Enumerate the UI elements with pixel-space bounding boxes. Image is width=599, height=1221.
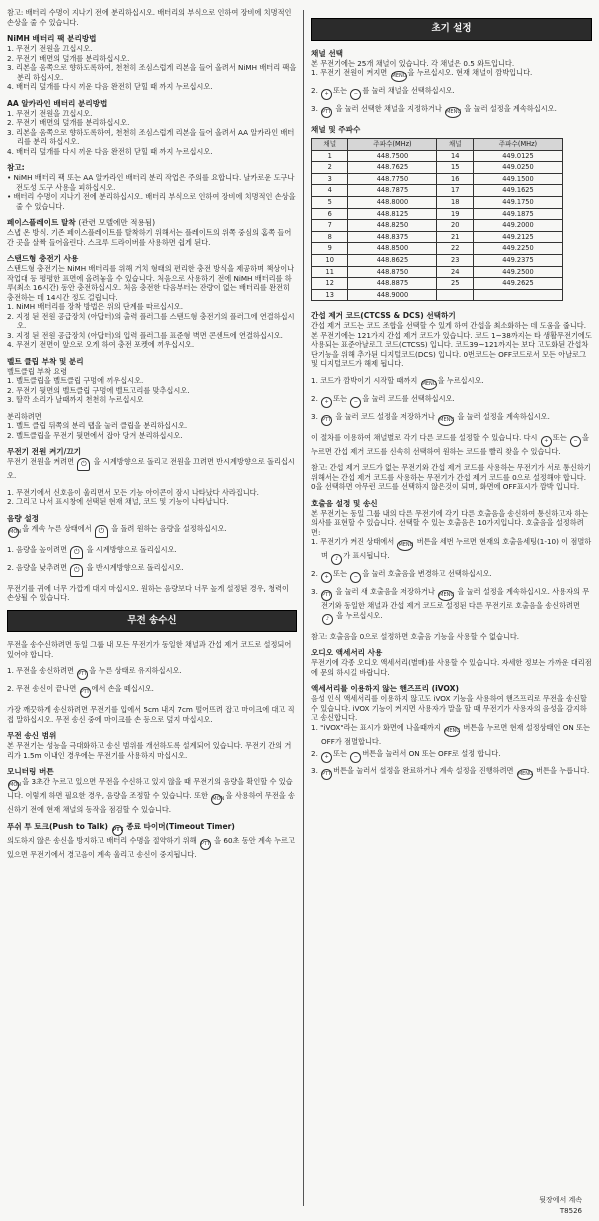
table-row: [312, 231, 563, 243]
table-cell: 12: [312, 278, 348, 290]
column-header: 채널: [437, 139, 473, 151]
list-item: 2. 무전기 배면의 덮개를 분리하십시오.: [7, 118, 130, 128]
list-item: 3. 지정 된 전원 공급장치 (아답터)의 입력 플러그를 표준형 벽면 콘센트에 연결하십시오.: [7, 330, 283, 340]
list-item: 2. 지정 된 전원 공급장치 (아답터)의 출력 플러그를 스탠드형 충전기의 플러그에 연결하십시오.: [7, 311, 295, 331]
list-item: 2. + 또는 − 을 눌러 코드를 선택하십시오.: [311, 394, 592, 408]
list-item: 2. 무전기 뒷면의 벨트클립 구멍에 벨트고리를 맞추십시오.: [7, 385, 190, 395]
table-cell: 449.2250: [473, 243, 562, 255]
table-row: [312, 255, 563, 267]
power-heading: 무전기 전원 켜기/끄기: [7, 447, 82, 457]
faceplate-body: 스냅 온 방식. 기존 페이스플레이트를 탈착하기 위해서는 플레이트의 위쪽 중심의 홈쪽 들어간 곳을 살짝 들어올린다. 스크루 드라이버를 사용하면 쉽게 된다.: [7, 228, 292, 247]
menu-button-icon: MENU: [397, 540, 413, 551]
list-item: 2. 무전 송신이 끝나면 PTT 에서 손을 떼십시오.: [7, 684, 297, 698]
ctcss-note: 참고: 간섭 제거 코드가 없는 무전기와 간섭 제거 코드를 사용하는 무전기가 서로 통신하기 위해서는 간섭 제거 코드를 사용하는 무전기가 간섭 제거 코드를 0으로 설정해야 합니다. 0을 선택하면 아무런 코드를 선택하지 않은것이 되며, 화면에 OFF표시가 깜박 입니다.: [311, 463, 591, 492]
table-cell: 448.8125: [348, 208, 437, 220]
list-item: • NiMH 배터리 팩 또는 AA 알카라인 배터리 분리 작업은 주의를 요합니다. 날카로운 도구나 전도성 도구 사용을 피하십시오.: [7, 173, 295, 192]
battery-note: 참고: 배터리 수명이 지나기 전에 분리하십시오. 배터리의 부식으로 인하여 장비에 치명적인 손상을 줄 수 있습니다.: [7, 8, 292, 27]
table-cell: 448.8000: [348, 197, 437, 209]
table-header-row: [312, 139, 563, 151]
power-volume-knob-icon: ⏻: [77, 458, 90, 471]
minus-button-icon: −: [350, 752, 361, 763]
ptt-button-icon: PTT: [200, 839, 211, 850]
channel-steps: [311, 68, 592, 118]
table-cell: 3: [312, 173, 348, 185]
menu-button-icon: MENU: [421, 379, 437, 390]
list-item: 2. 벨트클립을 무전기 뒷면에서 잡아 당겨 분리하십시오.: [7, 430, 183, 440]
table-cell: 19: [437, 208, 473, 220]
list-item: 4. 무전기 전면이 앞으로 오게 하여 충전 포켓에 끼우십시오.: [7, 340, 195, 350]
aa-steps: [7, 109, 297, 157]
faceplate-heading: 페이스플레이트 탈착 (관련 모델에만 적용됨): [7, 218, 156, 228]
range-heading: 무전 송신 범위: [7, 731, 57, 741]
plus-button-icon: +: [321, 89, 332, 100]
table-row: [312, 185, 563, 197]
table-cell: [473, 289, 562, 301]
stand-body: 스탠드형 충전기는 NiMH 배터리를 위해 거치 형태의 편리한 충전 방식을 제공하며 책상이나 작업대 등 평평한 표면에 올려놓을 수 있습니다. 처음으로 사용하기 전에 NiMH 배터리를 하루(최소 16시간) 동안 충전하십시오. 처음 충전한 다음부터는 잔량이 없는 배터리를 완전히 충전하는 데 14시간 정도 걸립니다.: [7, 264, 295, 302]
call-steps: [311, 537, 592, 625]
table-cell: 449.1875: [473, 208, 562, 220]
minus-button-icon: −: [350, 572, 361, 583]
table-cell: 17: [437, 185, 473, 197]
table-row: [312, 197, 563, 209]
monitor-button-icon: MON: [211, 794, 222, 805]
table-cell: 8: [312, 231, 348, 243]
document-code: T8526: [559, 1206, 582, 1215]
list-item: 1. 무전기 전원이 켜지면 MENU을 누르십시오. 현재 채널이 깜박입니다.: [311, 68, 592, 82]
volume-knob-icon: ⏻: [70, 564, 83, 577]
list-item: 3. PTT 을 눌러 새 호출음을 저장하거나 MENU 을 눌러 설정을 계속하십시오. 사용자의 무전기와 동일한 채널과 간섭 제거 코드로 설정된 다른 무전기로 호출음을 송신하려면 ♪ 을 누르십시오.: [311, 587, 592, 625]
table-cell: 10: [312, 255, 348, 267]
range-body: 본 무전기는 성능을 극대화하고 송신 범위를 개선하도록 설계되어 있습니다. 무전기 간의 거리가 1.5m 이내인 경우에는 무전기를 사용하지 마십시오.: [7, 741, 292, 760]
continued-note: 뒷장에서 계속: [539, 1195, 582, 1204]
table-cell: 9: [312, 243, 348, 255]
list-item: 1. 코드가 깜박이기 시작할 때까지 MENU을 누르십시오.: [311, 376, 592, 390]
list-item: 1. 벨트 클립 뒤쪽의 분리 탭을 눌러 클립을 분리하십시오.: [7, 421, 188, 431]
list-item: 2. + 또는 − 을 눌러 호출음을 변경하고 선택하십시오.: [311, 569, 592, 583]
table-cell: 1: [312, 150, 348, 162]
ivox-steps: [311, 723, 592, 781]
list-item: 4. 배터리 덮개를 다시 끼운 다음 완전히 닫힐 때 까지 누르십시오.: [7, 146, 213, 156]
power-steps: [7, 488, 297, 507]
menu-button-icon: MENU: [391, 71, 407, 82]
table-cell: 4: [312, 185, 348, 197]
volume-knob-icon: ⏻: [70, 546, 83, 559]
ptt-button-icon: PTT: [321, 769, 332, 780]
table-cell: 449.1750: [473, 197, 562, 209]
menu-button-icon: MENU: [438, 590, 454, 601]
list-item: 3. 리본을 옴쪽으로 향하도록하여, 천천히 조심스럽게 리본을 들어 올려서 NiMH 배터리 팩을 분리 하십시오.: [7, 63, 297, 82]
volume-heading: 음량 설정: [7, 513, 39, 523]
list-item: 3. 리본을 옴쪽으로 향하도록하여, 천천히 조심스럽게 리본을 들어 올려서 AA 알카라인 배터리를 분리 하십시오.: [7, 127, 295, 147]
table-cell: 448.8750: [348, 266, 437, 278]
section-banner-transmit: 무전 송수신: [7, 610, 297, 633]
nimh-steps: [7, 44, 297, 92]
table-cell: 20: [437, 220, 473, 232]
table-cell: 15: [437, 162, 473, 174]
table-cell: 448.9000: [348, 289, 437, 301]
plus-button-icon: +: [541, 436, 552, 447]
table-cell: 449.2125: [473, 231, 562, 243]
list-item: 1. 무전기 전원을 끄십시오.: [7, 44, 93, 54]
nimh-heading: NiMH 배터리 팩 분리방법: [7, 34, 97, 43]
list-item: 3. 딸깍 소리가 날때까지 천천히 누르십시오: [7, 395, 144, 405]
ivox-body: 음성 인식 액세서리를 이용하지 않고도 iVOX 기능을 사용하여 핸즈프리로 무전을 송신할 수 있습니다. iVOX 기능이 켜지면 사용자가 말을 할 때 무전기가 사용자의 음성을 감지하고 송신합니다.: [311, 694, 587, 723]
volume-steps: [7, 545, 297, 577]
volume-knob-icon: ⏻: [95, 525, 108, 538]
ptt-timer-heading: 푸쉬 투 토크(Push to Talk) PTT 종료 타이머(Timeout Timer): [7, 822, 297, 836]
tx-steps: [7, 666, 297, 698]
table-cell: 449.2000: [473, 220, 562, 232]
column-header: 주파수(MHz): [348, 139, 437, 151]
table-cell: 448.8250: [348, 220, 437, 232]
list-item: 2. 음량을 낮추려면 ⏻ 을 반시계방향으로 돌리십시오.: [7, 563, 297, 577]
table-cell: 23: [437, 255, 473, 267]
table-row: [312, 162, 563, 174]
volume-body: MON 을 계속 누른 상태에서 ⏻ 을 돌려 원하는 음량을 설정하십시오.: [7, 524, 297, 538]
table-cell: 24: [437, 266, 473, 278]
call-tone-icon: ♪: [322, 614, 333, 625]
ctcss-body: 간섭 제거 코드는 코드 조합을 선택할 수 있게 하여 간섭을 최소화하는 데 도움을 줍니다. 본 무전기에는 121가지 간섭 제거 코드가 있습니다. 코드 1~38까지는 타 생활무전기에도 사용되는 표준아날로그 코드(CTCSS) 입니다. 코드39~121까지는 보다 고도화된 간섭차단기능을 위해 추가된 디지털코드(DCS) 입니다. 0번코드는 OFF코드로서 모든 아날로그 및 디지털코드가 해제 됩니다.: [311, 321, 592, 369]
table-cell: 449.2500: [473, 266, 562, 278]
ptt-timer-body: 의도하지 않은 송신을 방지하고 배터리 수명을 절약하기 위해 PTT 을 60초 동안 계속 누르고 있으면 무전기에서 경고음이 계속 울리고 송신이 중지됩니다.: [7, 835, 295, 859]
ctcss-heading: 간섭 제거 코드(CTCSS & DCS) 선택하기: [311, 311, 456, 321]
table-cell: 449.1625: [473, 185, 562, 197]
table-cell: 448.7750: [348, 173, 437, 185]
column-divider: [303, 10, 304, 1206]
table-row: [312, 150, 563, 162]
table-cell: 22: [437, 243, 473, 255]
channel-heading: 채널 선택: [311, 48, 343, 58]
call-note: 참고: 호출음을 0으로 설정하면 호출음 기능을 사용할 수 없습니다.: [311, 631, 520, 641]
call-heading: 호출음 설정 및 송신: [311, 498, 378, 508]
belt-remove-steps: [7, 421, 297, 440]
call-body: 본 무전기는 동일 그룹 내의 다른 무전기에 각기 다른 호출음을 송신하여 통신하고자 하는 의사를 표현할 수 있습니다. 선택할 수 있는 호출음은 10가지입니다. 호출음을 설정하려면:: [311, 508, 589, 537]
table-cell: 449.2625: [473, 278, 562, 290]
plus-button-icon: +: [321, 752, 332, 763]
ctcss-steps: [311, 376, 592, 426]
monitor-heading: 모니터링 버튼: [7, 767, 54, 777]
table-cell: 448.8875: [348, 278, 437, 290]
left-column: [7, 8, 297, 866]
plus-button-icon: +: [321, 572, 332, 583]
ptt-button-icon: PTT: [77, 669, 88, 680]
audio-body: 무전기에 각종 오디오 액세서리(별매)를 사용할 수 있습니다. 자세한 정보는 가까운 대리점에 문의 하시길 바랍니다.: [311, 658, 592, 677]
table-cell: 449.0125: [473, 150, 562, 162]
list-item: 3. PTT 을 눌러 선택한 채널을 지정하거나 MENU 을 눌러 설정을 계속하십시오.: [311, 104, 592, 118]
stand-heading: 스탠드형 충전기 사용: [7, 254, 79, 264]
list-item: 2. 무전기 배면의 덮개를 분리하십시오.: [7, 53, 130, 63]
ctcss-after: 이 절차를 이용하여 채널별로 각기 다른 코드를 설정할 수 있습니다. 다시 + 또는 − 을 누르면 간섭 제거 코드를 신속히 선택하여 원하는 코드를 빨리 찾을 수 있습니다.: [311, 432, 589, 456]
menu-button-icon: MENU: [517, 769, 533, 780]
call-tone-icon: ♪: [331, 554, 342, 565]
volume-note: 무전기를 귀에 너무 가깝게 대지 마십시오. 원하는 음량보다 너무 높게 설정된 경우, 청력이 손상될 수 있습니다.: [7, 583, 289, 603]
table-cell: 11: [312, 266, 348, 278]
table-row: [312, 173, 563, 185]
table-cell: 25: [437, 278, 473, 290]
menu-button-icon: MENU: [445, 107, 461, 118]
list-item: 2. + 또는 − 를 눌러 채널을 선택하십시오.: [311, 86, 592, 100]
ivox-heading: 액세서리를 이용하지 않는 핸즈프리 (iVOX): [311, 684, 459, 694]
list-item: 1. 음량을 높이려면 ⏻ 을 시계방향으로 돌리십시오.: [7, 545, 297, 559]
ptt-button-icon: PTT: [80, 687, 91, 698]
table-row: [312, 278, 563, 290]
belt-steps: [7, 376, 297, 405]
list-item: 1. 무전을 송신하려면 PTT 을 누른 상태로 유지하십시오.: [7, 666, 297, 680]
belt-heading: 벨트 클립 부착 및 분리: [7, 356, 84, 366]
note-bullets: [7, 173, 297, 211]
table-row: [312, 266, 563, 278]
column-header: 주파수(MHz): [473, 139, 562, 151]
monitor-button-icon: MON: [8, 780, 19, 791]
ptt-button-icon: PTT: [321, 415, 332, 426]
list-item: • 배터리 수명이 지나기 전에 분리하십시오. 배터리 부식으로 인하여 장비에 치명적인 손상을 줄 수 있습니다.: [7, 192, 296, 211]
table-cell: 7: [312, 220, 348, 232]
menu-button-icon: MENU: [438, 415, 454, 426]
list-item: 2. + 또는 − 버튼을 눌러서 ON 또는 OFF로 설정 합니다.: [311, 749, 592, 763]
table-row: [312, 243, 563, 255]
list-item: 1. NiMH 배터리를 장착 방법은 위의 단계를 따르십시오.: [7, 302, 184, 312]
table-cell: 6: [312, 208, 348, 220]
aa-heading: AA 알카라인 배터리 분리방법: [7, 98, 108, 108]
ptt-button-icon: PTT: [321, 107, 332, 118]
minus-button-icon: −: [350, 397, 361, 408]
list-item: 2. 그리고 나서 표시창에 선택된 현재 채널, 코드 및 기능이 나타납니다.: [7, 497, 229, 507]
table-cell: 16: [437, 173, 473, 185]
table-cell: 449.0250: [473, 162, 562, 174]
freq-heading: 채널 및 주파수: [311, 125, 361, 135]
list-item: 1. 무전기 전원을 끄십시오.: [7, 108, 93, 118]
section-banner-setup: 초기 설정: [311, 18, 592, 41]
monitor-button-icon: MON: [8, 527, 19, 538]
audio-heading: 오디오 액세서리 사용: [311, 648, 383, 658]
note-heading: 참고:: [7, 163, 25, 173]
table-row: [312, 289, 563, 301]
tx-tip: 가장 깨끗하게 송신하려면 무전기를 입에서 5cm 내지 7cm 떨어뜨려 잡고 마이크에 대고 직접 말하십시오. 무전 송신 중에 마이크를 손 등으로 덮지 마십시오.: [7, 705, 295, 724]
channel-body: 본 무전기에는 25개 채널이 있습니다. 각 채널은 0.5 와트입니다.: [311, 58, 515, 68]
table-cell: 14: [437, 150, 473, 162]
list-item: 1. "iVOX"라는 표시가 화면에 나올때까지 MENU 버튼을 누르면 현재 설정상태인 ON 또는 OFF가 점멸합니다.: [311, 722, 590, 746]
table-cell: 21: [437, 231, 473, 243]
stand-steps: [7, 302, 297, 350]
table-cell: 5: [312, 197, 348, 209]
table-row: [312, 208, 563, 220]
list-item: 1. 무전기가 켜진 상태에서 MENU 버튼을 세번 누르면 현재의 호출음세팅(1-10) 이 점멸하며 ♪ 가 표시됩니다.: [311, 537, 592, 565]
minus-button-icon: −: [350, 89, 361, 100]
minus-button-icon: −: [570, 436, 581, 447]
table-cell: 448.7875: [348, 185, 437, 197]
column-header: 채널: [312, 139, 348, 151]
belt-remove-heading: 분리하려면: [7, 411, 42, 421]
table-cell: 2: [312, 162, 348, 174]
table-cell: 448.8625: [348, 255, 437, 267]
ptt-button-icon: PTT: [112, 825, 123, 836]
ptt-button-icon: PTT: [321, 590, 332, 601]
channel-frequency-table: [311, 138, 563, 301]
belt-subheading: 벨트클립 부착 요령: [7, 366, 68, 376]
table-cell: 448.8500: [348, 243, 437, 255]
table-cell: [437, 289, 473, 301]
table-cell: 18: [437, 197, 473, 209]
table-row: [312, 220, 563, 232]
table-cell: 448.7500: [348, 150, 437, 162]
table-cell: 448.7625: [348, 162, 437, 174]
list-item: 4. 배터리 덮개를 다시 끼운 다음 완전히 닫힐 때 까지 누르십시오.: [7, 82, 213, 92]
monitor-body: MON 을 3초간 누르고 있으면 무전을 수신하고 있지 않을 때 무전기의 음량을 확인할 수 있습니다. 이렇게 하면 필요한 경우, 음량을 조정할 수 있습니다. 또한 MON 을 사용하여 무전을 송신하기 전에 현재 채널의 동작을 점검할 수 있습니다.: [7, 777, 295, 815]
list-item: 1. 무전기에서 신호음이 울리면서 모든 기능 아이콘이 잠시 나타났다 사라집니다.: [7, 487, 259, 497]
table-cell: 449.1500: [473, 173, 562, 185]
list-item: 3. PTT 을 눌러 코드 설정을 저장하거나 MENU 을 눌러 설정을 계속하십시오.: [311, 412, 592, 426]
table-cell: 449.2375: [473, 255, 562, 267]
table-body: [312, 150, 563, 301]
list-item: 3. PTT 버튼을 눌러서 설정을 완료하거나 계속 설정을 진행하려면 MENU 버튼을 누릅니다.: [311, 766, 592, 780]
right-column: [311, 8, 592, 787]
table-cell: 448.8375: [348, 231, 437, 243]
plus-button-icon: +: [321, 397, 332, 408]
tx-intro: 무전을 송수신하려면 동일 그룹 내 모든 무전기가 동일한 채널과 간섭 제거 코드로 설정되어 있어야 합니다.: [7, 640, 292, 659]
list-item: 1. 벨트클립을 벨트클립 구멍에 끼우십시오.: [7, 376, 144, 386]
table-cell: 13: [312, 289, 348, 301]
menu-button-icon: MENU: [444, 726, 460, 737]
power-body: 무전기 전원을 켜려면 ⏻ 을 시계방향으로 돌리고 전원을 끄려면 반시계방향으로 돌리십시오.: [7, 457, 295, 481]
